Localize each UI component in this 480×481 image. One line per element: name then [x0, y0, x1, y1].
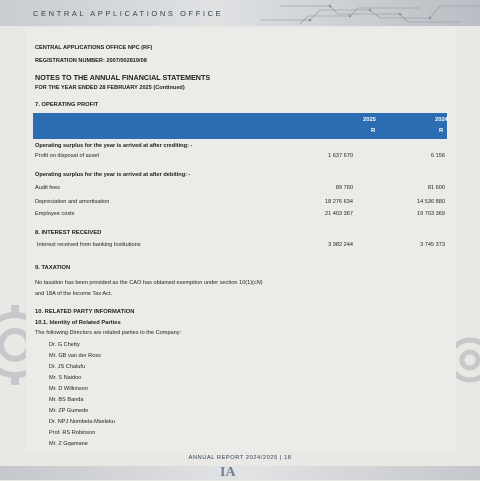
list-item: Dr. G Chetty: [49, 342, 80, 348]
section-heading-related: 10. RELATED PARTY INFORMATION: [35, 309, 135, 315]
row-label: Interest received from banking Institutions: [37, 242, 141, 248]
notes-title: NOTES TO THE ANNUAL FINANCIAL STATEMENTS: [35, 73, 211, 82]
entity-name: CENTRAL APPLICATIONS OFFICE NPC (RF): [35, 45, 153, 51]
currency-2024: R: [439, 128, 444, 134]
list-item: Mr. S Naidoo: [49, 375, 82, 381]
value-2024: 81 600: [427, 185, 445, 191]
subheading-related: 10.1. Identity of Related Parties: [35, 320, 121, 326]
value-2024: 6 156: [431, 153, 445, 159]
taxation-line-1: No taxation has been provided as the CAO has obtained exemption under section 10(1)(cN): [35, 280, 263, 286]
value-2025: 1 637 670: [328, 153, 353, 159]
related-intro: The following Directors are related parties to the Company:: [35, 330, 182, 336]
page-sheet: [26, 28, 456, 452]
list-item: Mr. ZP Gumede: [49, 408, 89, 414]
value-2025: 3 982 244: [328, 242, 353, 248]
currency-2025: R: [371, 128, 376, 134]
value-2025: 21 403 367: [325, 211, 353, 217]
list-item: Mr. D Wilkinson: [49, 386, 88, 392]
value-2025: 89 760: [335, 185, 353, 191]
footer-text: ANNUAL REPORT 2024/2025 | 18: [188, 455, 292, 461]
section-heading-interest: 8. INTEREST RECEIVED: [35, 230, 102, 236]
table-header-bar: [33, 113, 447, 139]
top-banner: [0, 0, 480, 26]
row-label: Audit fees: [35, 185, 60, 191]
banner-title: CENTRAL APPLICATIONS OFFICE: [33, 9, 224, 18]
section-heading-operating-profit: 7. OPERATING PROFIT: [35, 102, 99, 108]
value-2024: 14 536 880: [417, 199, 445, 205]
row-label: Employee costs: [35, 211, 75, 217]
list-item: Prof. RS Robinson: [49, 430, 96, 436]
notes-subtitle: FOR THE YEAR ENDED 28 FEBRUARY 2025 (Continued): [35, 85, 185, 91]
list-item: Dr. NPJ Nombela-Mseleku: [49, 419, 115, 425]
row-label: Profit on disposal of asset: [35, 153, 100, 159]
value-2025: 18 276 634: [325, 199, 353, 205]
column-2025: 2025: [363, 117, 376, 123]
circuit-pattern: [250, 0, 480, 26]
footer-logo: IA: [220, 465, 236, 480]
list-item: Dr. JS Chalufu: [49, 364, 86, 370]
list-item: Mr. BS Banda: [49, 397, 84, 403]
section-heading-taxation: 9. TAXATION: [35, 265, 71, 271]
value-2024: 3 745 373: [420, 242, 445, 248]
list-item: Mr. GB van der Ross: [49, 353, 101, 359]
registration-number: REGISTRATION NUMBER: 2007/002819/08: [35, 58, 147, 64]
bottom-band: [0, 466, 480, 480]
row-label: Depreciation and amortisation: [35, 199, 110, 205]
taxation-line-2: and 18A of the Income Tax Act.: [35, 291, 113, 297]
list-item: Mr. Z Gqamane: [49, 441, 88, 447]
column-2024: 2024: [435, 117, 448, 123]
value-2024: 19 703 369: [417, 211, 445, 217]
